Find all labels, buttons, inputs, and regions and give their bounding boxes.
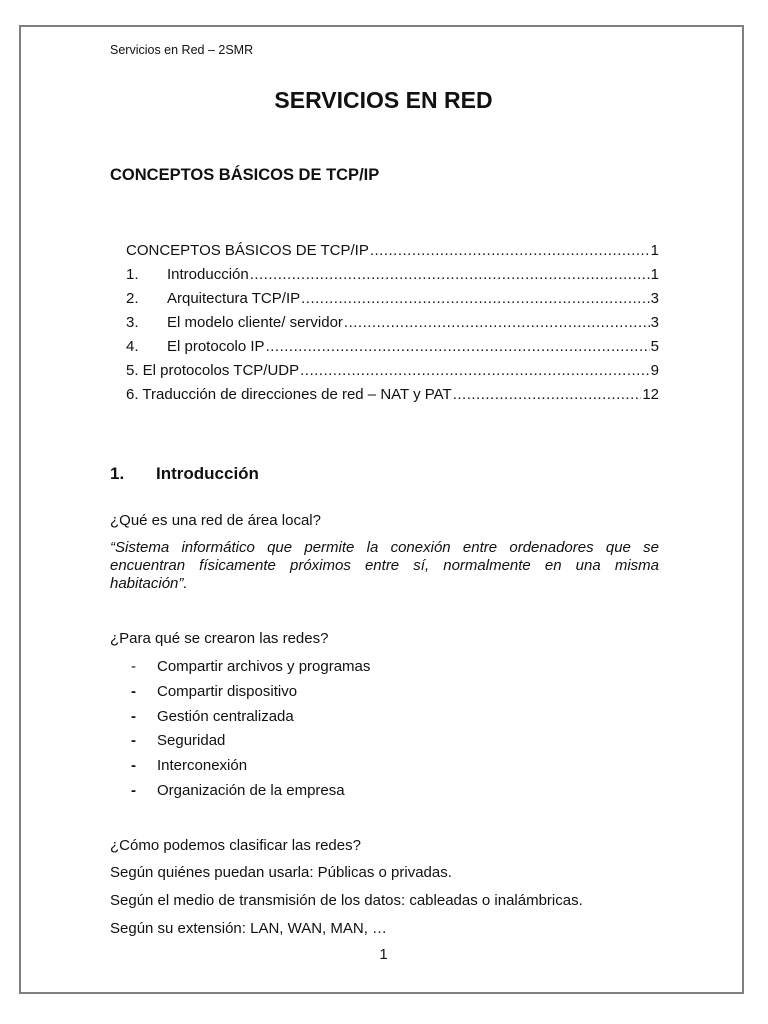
bullet-dash: - — [131, 757, 136, 775]
toc-entry-text: Arquitectura TCP/IP — [167, 290, 301, 307]
toc-dot-leader — [344, 311, 650, 335]
running-header: Servicios en Red – 2SMR — [110, 43, 254, 57]
toc-entry-page: 12 — [642, 386, 659, 403]
table-of-contents — [126, 239, 659, 407]
section-heading: CONCEPTOS BÁSICOS DE TCP/IP — [110, 166, 380, 184]
list-item — [131, 705, 370, 730]
heading-number: 1. — [110, 464, 125, 483]
list-item — [131, 655, 370, 680]
heading-text: Introducción — [156, 464, 259, 483]
bullet-dash: - — [131, 682, 136, 700]
toc-entry-text: 5. El protocolos TCP/UDP — [126, 362, 300, 379]
list-item — [131, 680, 370, 705]
list-item-text: Seguridad — [157, 732, 226, 750]
toc-entry-number: 4. — [126, 338, 139, 355]
classification-line: Según su extensión: LAN, WAN, MAN, … — [110, 920, 388, 937]
question-why-networks: ¿Para qué se crearon las redes? — [110, 630, 329, 647]
toc-entry-number: 2. — [126, 290, 139, 307]
question-classify: ¿Cómo podemos clasificar las redes? — [110, 837, 361, 854]
toc-dot-leader — [250, 263, 650, 287]
toc-entry-text: 6. Traducción de direcciones de red – NAT y PAT — [126, 386, 452, 403]
toc-entry-text: El protocolo IP — [167, 338, 265, 355]
toc-entry[interactable] — [126, 359, 659, 383]
toc-dot-leader — [301, 287, 650, 311]
classification-line: Según quiénes puedan usarla: Públicas o privadas. — [110, 864, 452, 881]
toc-dot-leader — [300, 359, 650, 383]
toc-entry-text: El modelo cliente/ servidor — [167, 314, 343, 331]
heading-introduccion — [110, 464, 259, 484]
toc-entry[interactable] — [126, 335, 659, 359]
bullet-dash: - — [131, 658, 136, 675]
toc-dot-leader — [266, 335, 650, 359]
bullet-dash: - — [131, 732, 136, 750]
toc-entry-page: 5 — [650, 338, 659, 355]
bullet-dash: - — [131, 781, 136, 799]
list-item-text: Compartir archivos y programas — [157, 658, 371, 675]
page-number: 1 — [379, 946, 388, 963]
document-page — [19, 25, 744, 994]
toc-entry[interactable] — [126, 383, 659, 407]
toc-entry-page: 3 — [650, 314, 659, 331]
toc-entry-text: Introducción — [167, 266, 249, 283]
lan-definition-quote: “Sistema informático que permite la conexión entre ordenadores que se encuentran físicamente próximos entre sí, normalmente en una misma habitación”. — [110, 539, 659, 592]
list-item-text: Compartir dispositivo — [157, 682, 298, 700]
toc-entry[interactable] — [126, 263, 659, 287]
list-item-text: Interconexión — [157, 757, 248, 775]
purposes-list — [131, 655, 370, 804]
toc-entry-page: 3 — [650, 290, 659, 307]
list-item — [131, 729, 370, 754]
document-title: SERVICIOS EN RED — [274, 87, 493, 113]
toc-entry-number: 1. — [126, 266, 139, 283]
question-lan: ¿Qué es una red de área local? — [110, 512, 321, 529]
toc-entry[interactable] — [126, 239, 659, 263]
toc-dot-leader — [370, 239, 650, 263]
toc-entry[interactable] — [126, 287, 659, 311]
toc-entry-page: 1 — [650, 266, 659, 283]
toc-dot-leader — [453, 383, 642, 407]
bullet-dash: - — [131, 707, 136, 725]
toc-entry-number: 3. — [126, 314, 139, 331]
toc-entry-page: 1 — [650, 242, 659, 259]
list-item — [131, 754, 370, 779]
list-item — [131, 779, 370, 804]
toc-entry[interactable] — [126, 311, 659, 335]
classification-line: Según el medio de transmisión de los datos: cableadas o inalámbricas. — [110, 892, 583, 909]
list-item-text: Gestión centralizada — [157, 707, 294, 725]
toc-entry-page: 9 — [650, 362, 659, 379]
list-item-text: Organización de la empresa — [157, 781, 345, 799]
toc-entry-text: CONCEPTOS BÁSICOS DE TCP/IP — [126, 242, 369, 259]
